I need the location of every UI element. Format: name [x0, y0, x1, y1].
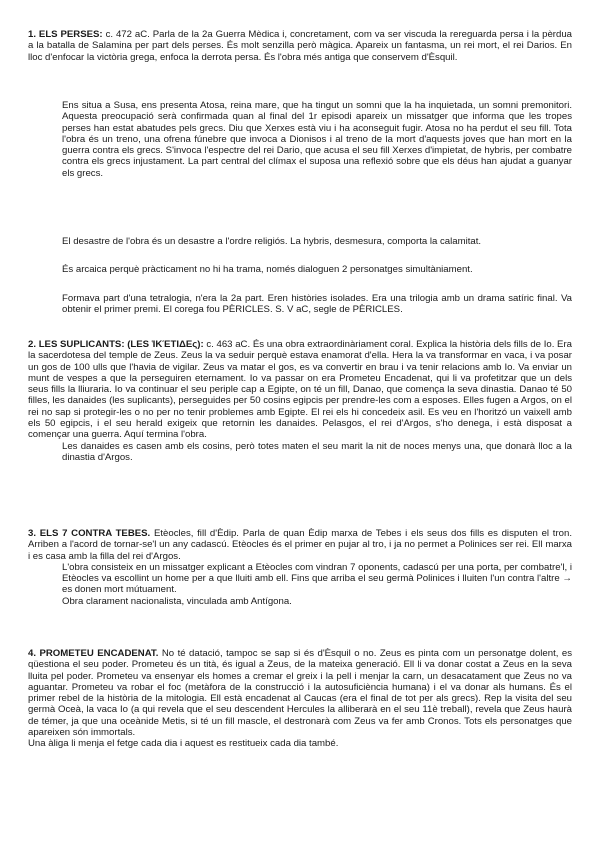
section-2-paragraph-1: Les danaides es casen amb els cosins, però totes maten el seu marit la nit de noces menys una, que donarà lloc a la dinastia d'Argos. — [62, 440, 572, 463]
section-3-heading: 3. ELS 7 CONTRA TEBES. — [28, 528, 151, 539]
section-3-paragraph-2: Obra clarament nacionalista, vinculada amb Antígona. — [62, 595, 292, 607]
section-4-intro — [28, 648, 572, 738]
section-1-paragraph-3: És arcaica perquè pràcticament no hi ha trama, només dialoguen 2 personatges simultàniament. — [62, 264, 473, 275]
section-4-paragraph-1: Una àliga li menja el fetge cada dia i aquest es restitueix cada dia també. — [28, 738, 339, 750]
section-3-intro — [28, 528, 572, 562]
section-2-text: c. 463 aC. És una obra extraordinàriament coral. Explica la història dels fills de Io. Era la sacerdotesa del temple de Zeus. Zeus la va seduir perquè estava enamorat d'ella. Hera la va transformar en vaca, i va posar un gos de 100 ulls que l'havia de vigilar. Zeus va matar el gos, es va convertir en brau i va tenir relacions amb Io. Va enviar un munt de vespes a que la perseguiren eternament. Io va passar on era Prometeu Encadenat, qui li va profetitzar que un dels seus fills la lliuraria. Io va continuar el seu periple cap a Egipte, on té un fill, Danao, que comença la seva dinastia. Danao té 50 filles, les danaides (les suplicants), perseguides per 50 cosins egipcis per prendre-les com a esposes. Elles fugen a Argos, on el rei no sap si protegir-les o no per no tenir problemes amb Egipte. El rei els hi concedeix asil. Es veu en l'horitzó un vaixell amb els 50 egipcis, i el seu herald exigeix que retornin les danaides. Pelasgos, el rei d'Argos, s'ho denega, i està disposat a començar una guerra. Aquí termina l'obra. — [28, 339, 572, 441]
section-3-paragraph-1: L'obra consisteix en un missatger explicant a Etèocles com vindran 7 oponents, cadascú per una porta, per combatre'l, i Etèocles va escollint un home per a que lluiti amb ell. Fins que arriba el seu germà Polinices i lluiten l'un contra l'altre → es donen mort mútuament. — [62, 561, 572, 596]
section-3-text: Etèocles, fill d'Èdip. Parla de quan Èdip marxa de Tebes i els seus dos fills es disputen el tron. Arriben a l'acord de tornar-se'l un any cadascú. Etèocles és el primer en pujar al tro, i ja no permet a Polinices ser rei. Ell marxa i es casa amb la filla del rei d'Argos. — [28, 528, 572, 562]
section-1-paragraph-2: El desastre de l'obra és un desastre a l'ordre religiós. La hybris, desmesura, comporta la calamitat. — [62, 236, 482, 247]
section-4-heading: 4. PROMETEU ENCADENAT. — [28, 648, 159, 659]
section-1-heading: 1. ELS PERSES: — [28, 29, 103, 40]
section-1-text: c. 472 aC. Parla de la 2a Guerra Mèdica i, concretament, com va ser viscuda la rereguarda persa i la pèrdua a la batalla de Salamina per part dels perses. És molt senzilla però màgica. Apareix un fantasma, un rei mort, el rei Darios. En lloc d'enfocar la victòria grega, enfoca la derrota persa. És l'obra més antiga que conservem d'Èsquil. — [28, 29, 573, 63]
section-2 — [28, 339, 572, 463]
section-4 — [28, 648, 572, 750]
section-1-intro — [28, 29, 572, 63]
section-1-paragraph-1: Ens situa a Susa, ens presenta Atosa, reina mare, que ha tingut un somni que la ha inquietada, un somni premonitori. Aquesta preocupació serà confirmada quan al final del 1r episodi apareix un missatger que informa que les tropes perses han estat abatudes pels grecs. Diu que Xerxes està viu i ha aconseguit fugir. Atosa no ha perdut el seu fill. Tota l'obra és un treno, una ofrena fúnebre que invoca a Dionisos i al treno de la mort d'aquests joves que han mort en la guerra contra els grecs. S'invoca l'espectre del rei Dario, que acusa el seu fill Xerxes d'impietat, de hybris, per combatre contra els grecs injustament. La part central del clímax el suposa una reflexió sobre que els déus han ajudat a guanyar els grecs. — [62, 100, 572, 179]
section-4-text: No té datació, tampoc se sap si és d'Èsquil o no. Zeus es pinta com un personatge dolent, es qüestiona el seu poder. Prometeu és un tità, és igual a Zeus, de la mateixa generació. Ell li va donar costat a Zeus en la seva lluita pel poder. Prometeu va ensenyar els homes a cremar el greix i la pell i menjar la carn, un desacatament que Zeus no va aguantar. Prometeu va robar el foc (metàfora de la construcció i la autosuficiència humana) i el va donar als humans. És el primer rebel de la història de la mitologia. Ell està encadenat al Caucas (era el final de tot per als grecs). Rep la visita del seu germà Oceà, la vaca Io (a qui revela que el seu descendent Hercules la alliberarà en el seu 11è treball), revela que Zeus haurà de témer, ja que una oceànide Metis, si té un fill mascle, el destronarà com Zeus va fer amb Cronos. Tots els personatges que apareixen són immortals. — [28, 648, 572, 739]
section-2-heading: 2. LES SUPLICANTS: (LES ἹΚΈΤΙΔΕς): — [28, 339, 204, 350]
section-3 — [28, 528, 572, 607]
section-2-intro — [28, 339, 572, 441]
section-1-paragraph-4: Formava part d'una tetralogia, n'era la 2a part. Eren històries isolades. Era una trilogia amb un drama satíric final. Va obtenir el primer premi. El corega fou PÈRICLES. S. V aC, segle de PÈRICLES. — [62, 293, 572, 316]
